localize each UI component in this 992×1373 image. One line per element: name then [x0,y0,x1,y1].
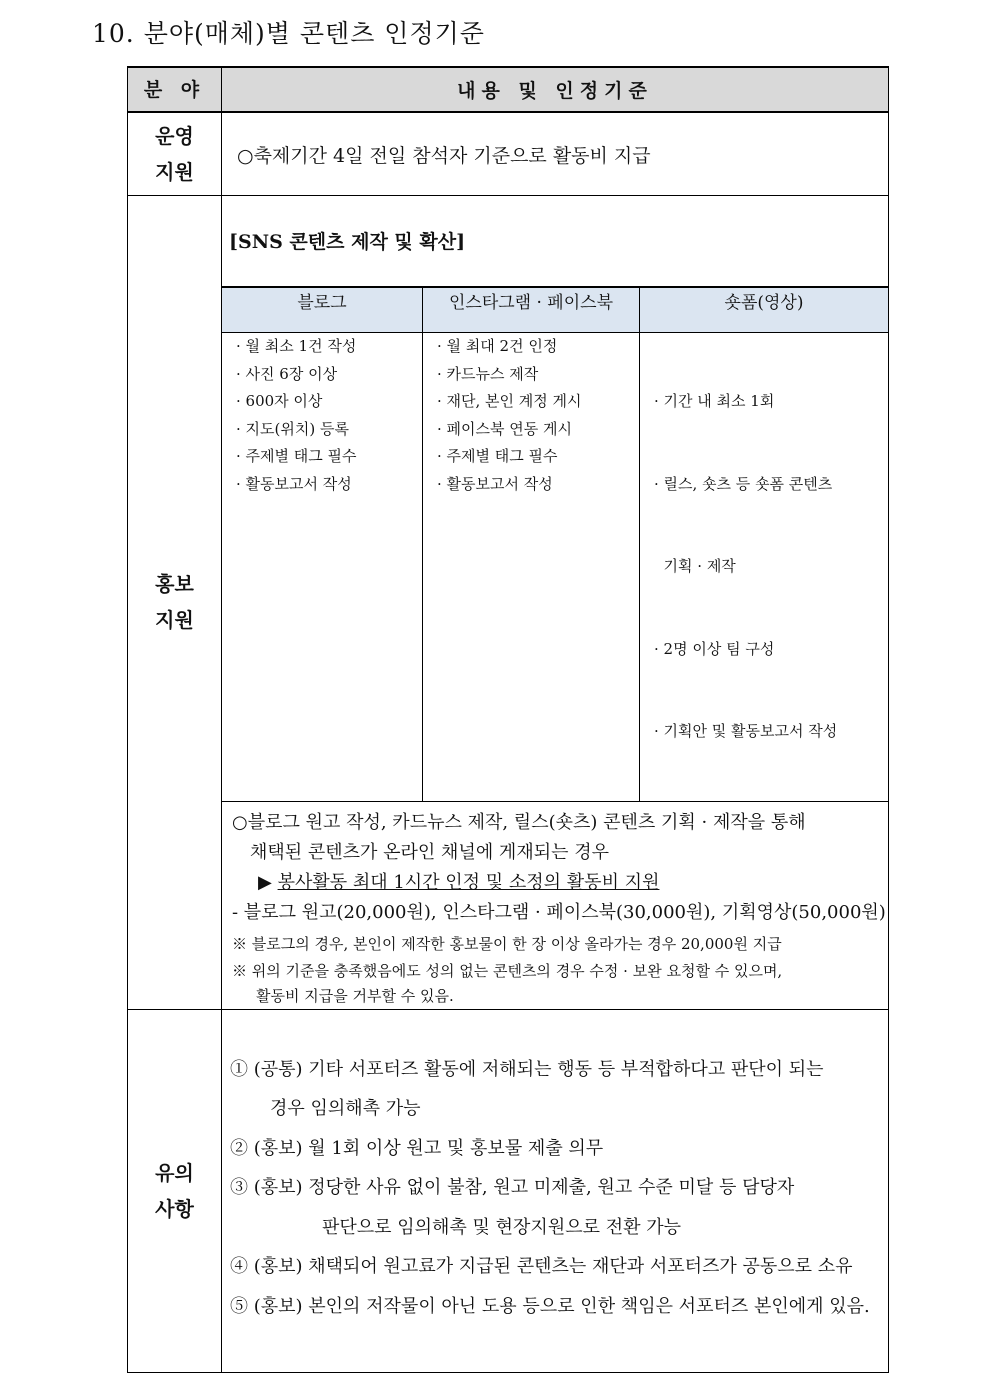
list-item: 기획 · 제작 [654,557,736,575]
notes-category-line2: 사항 [155,1196,194,1221]
header-content: 내용 및 인정기준 [222,67,889,112]
note-blog: ※ 블로그의 경우, 본인이 제작한 홍보물이 한 장 이상 올라가는 경우 20,000원 지급 [232,934,782,953]
operations-category-line2: 지원 [155,160,194,184]
notes-list [222,1010,888,1327]
sns-body-row [222,333,888,801]
list-item: · 지도(위치) 등록 [236,419,349,438]
shortform-criteria [640,333,889,801]
list-item: · 주제별 태그 필수 [236,447,357,465]
list-item: · 주제별 태그 필수 [437,447,558,465]
notes-category-line1: 유의 [155,1160,194,1185]
benefit-line [232,868,888,898]
list-item: · 기획안 및 활동보고서 작성 [654,722,838,740]
note-item-3-line1: ③ (홍보) 정당한 사유 없이 불참, 원고 미제출, 원고 수준 미달 등 담당자 [230,1177,795,1198]
note-item-2: ② (홍보) 월 1회 이상 원고 및 홍보물 제출 의무 [230,1137,604,1159]
sns-title: [SNS 콘텐츠 제작 및 확산] [222,196,888,287]
list-item: · 600자 이상 [236,392,323,410]
notes-category [128,1009,222,1372]
list-item: · 재단, 본인 계정 게시 [437,392,582,410]
note-quality-line2: 활동비 지급을 거부할 수 있음. [256,986,454,1005]
fees-line: - 블로그 원고(20,000원), 인스타그램 · 페이스북(30,000원), 기획영상(50,000원) [232,901,886,923]
note-item-1-line2: 경우 임의해촉 가능 [270,1098,421,1119]
promotion-category-line1: 홍보 [155,572,194,597]
description-line1: ○블로그 원고 작성, 카드뉴스 제작, 릴스(숏츠) 콘텐츠 기획 · 제작을 통해 [232,811,806,833]
note-item-1-line1: ① (공통) 기타 서포터즈 활동에 저해되는 행동 등 부적합하다고 판단이 되는 [230,1058,824,1080]
operations-row [128,112,889,196]
note-item-4: ④ (홍보) 채택되어 원고료가 지급된 콘텐츠는 재단과 서포터즈가 공동으로 소유 [230,1256,853,1277]
operations-category [128,112,222,196]
page-title: 10. 분야(매체)별 콘텐츠 인정기준 [92,19,485,48]
instagram-facebook-criteria [423,333,640,801]
promotion-row [128,196,889,1010]
sns-header-row [222,288,888,333]
sns-criteria-table [222,287,888,801]
header-category: 분 야 [128,67,222,112]
promotion-description [222,801,888,1009]
note-quality-line1: ※ 위의 기준을 충족했음에도 성의 없는 콘텐츠의 경우 수정 · 보완 요청할 수 있으며, [232,961,783,980]
criteria-table [127,66,889,1373]
notes-row [128,1009,889,1372]
list-item: · 페이스북 연동 게시 [437,419,572,438]
list-item: · 기간 내 최소 1회 [654,392,775,410]
table-header-row [128,67,889,112]
col-header-blog: 블로그 [222,288,423,333]
list-item: · 월 최대 2건 인정 [437,337,558,355]
description-line2: 채택된 콘텐츠가 온라인 채널에 게재되는 경우 [250,841,609,863]
list-item: · 월 최소 1건 작성 [236,337,357,355]
list-item: · 활동보고서 작성 [437,474,553,493]
note-item-5: ⑤ (홍보) 본인의 저작물이 아닌 도용 등으로 인한 책임은 서포터즈 본인에게 있음. [230,1295,870,1317]
list-item: · 활동보고서 작성 [236,474,352,493]
list-item: · 2명 이상 팀 구성 [654,639,775,658]
note-item-3-line2: 판단으로 임의해촉 및 현장지원으로 전환 가능 [322,1216,681,1238]
col-header-instagram-facebook: 인스타그램 · 페이스북 [423,288,640,333]
blog-criteria [222,333,423,801]
promotion-content [222,196,889,1010]
promotion-category [128,196,222,1010]
operations-text: ○축제기간 4일 전일 참석자 기준으로 활동비 지급 [237,144,651,167]
notes-content [222,1009,889,1372]
arrow-icon: ▶ [258,871,272,893]
operations-category-line1: 운영 [155,124,194,148]
list-item: · 카드뉴스 제작 [437,364,539,383]
operations-content [222,112,889,196]
col-header-shortform: 숏폼(영상) [640,288,889,333]
list-item: · 릴스, 숏츠 등 숏폼 콘텐츠 [654,474,833,493]
benefit-text: 봉사활동 최대 1시간 인정 및 소정의 활동비 지원 [277,871,660,893]
promotion-category-line2: 지원 [155,608,194,633]
list-item: · 사진 6장 이상 [236,364,338,383]
